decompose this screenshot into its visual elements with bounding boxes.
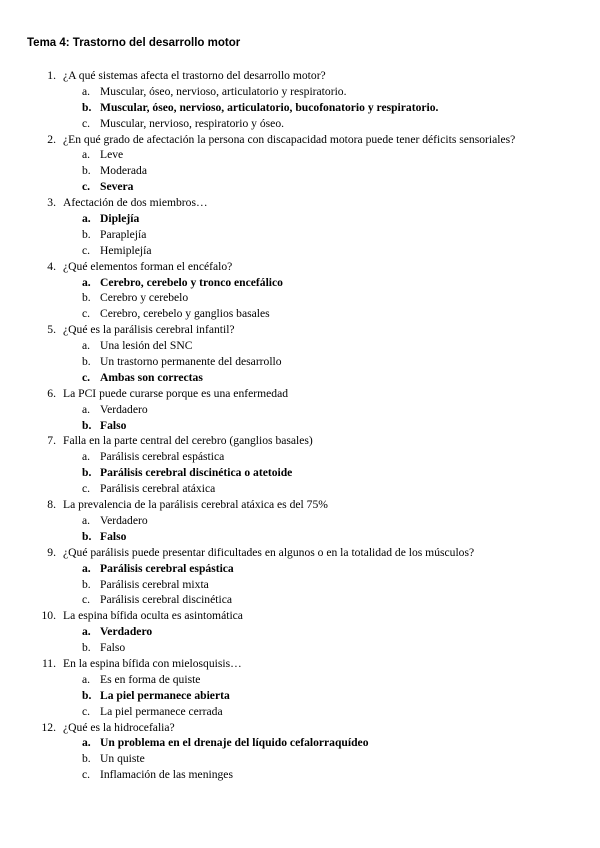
- answer-option-correct: [0, 275, 600, 291]
- option-letter: b.: [82, 227, 91, 241]
- option-text: Parálisis cerebral atáxica: [100, 482, 216, 496]
- question-text: ¿Qué elementos forman el encéfalo?: [63, 259, 233, 273]
- option-text: Parálisis cerebral discinética o atetoide: [100, 466, 293, 480]
- question-text: La PCI puede curarse porque es una enfermedad: [63, 386, 289, 400]
- option-letter: c.: [82, 307, 91, 321]
- option-text: Parálisis cerebral discinética: [100, 593, 232, 607]
- option-letter: c.: [82, 180, 91, 194]
- question-item: [0, 433, 600, 449]
- question-text: En la espina bífida con mielosquisis…: [63, 656, 242, 670]
- answer-option-correct: [0, 735, 600, 751]
- option-letter: a.: [82, 212, 91, 226]
- option-letter: a.: [82, 339, 91, 353]
- question-number: 4.: [47, 259, 56, 273]
- question-item: [0, 386, 600, 402]
- answer-option: [0, 163, 600, 179]
- answer-option: [0, 290, 600, 306]
- option-text: Un quiste: [100, 752, 145, 766]
- option-text: Verdadero: [100, 402, 148, 416]
- option-text: Muscular, nervioso, respiratorio y óseo.: [100, 116, 285, 130]
- option-letter: b.: [82, 418, 92, 432]
- option-letter: a.: [82, 672, 91, 686]
- question-item: [0, 68, 600, 84]
- option-letter: c.: [82, 768, 91, 782]
- answer-option: [0, 640, 600, 656]
- option-text: La piel permanece cerrada: [100, 704, 223, 718]
- answer-option-correct: [0, 688, 600, 704]
- option-text: Cerebro, cerebelo y tronco encefálico: [100, 275, 283, 289]
- option-letter: a.: [82, 148, 91, 162]
- question-text: La espina bífida oculta es asintomática: [63, 609, 243, 623]
- answer-option: [0, 751, 600, 767]
- question-number: 1.: [47, 69, 56, 82]
- option-letter: a.: [82, 275, 91, 289]
- option-letter: c.: [82, 116, 91, 130]
- option-letter: c.: [82, 370, 91, 384]
- option-letter: b.: [82, 688, 92, 702]
- option-text: Una lesión del SNC: [100, 339, 193, 353]
- answer-option: [0, 513, 600, 529]
- question-number: 11.: [41, 656, 56, 670]
- option-letter: b.: [82, 577, 91, 591]
- answer-option: [0, 449, 600, 465]
- option-letter: a.: [82, 736, 91, 750]
- answer-option: [0, 354, 600, 370]
- answer-option: [0, 402, 600, 418]
- option-text: Ambas son correctas: [100, 370, 203, 384]
- question-number: 3.: [47, 196, 56, 210]
- question-number: 9.: [47, 545, 56, 559]
- option-text: Falso: [100, 641, 126, 655]
- question-list: [0, 68, 600, 783]
- answer-option: [0, 84, 600, 100]
- option-text: Un problema en el drenaje del líquido cefalorraquídeo: [100, 736, 369, 750]
- answer-option: [0, 116, 600, 132]
- option-text: Leve: [100, 148, 124, 162]
- option-letter: c.: [82, 243, 91, 257]
- answer-option-correct: [0, 465, 600, 481]
- answer-option: [0, 227, 600, 243]
- option-text: Moderada: [100, 164, 147, 178]
- option-text: Es en forma de quiste: [100, 672, 201, 686]
- option-letter: a.: [82, 84, 91, 98]
- option-letter: b.: [82, 291, 91, 305]
- question-number: 12.: [41, 720, 56, 734]
- option-letter: c.: [82, 704, 91, 718]
- option-letter: b.: [82, 752, 91, 766]
- question-number: 10.: [41, 609, 56, 623]
- option-text: Cerebro, cerebelo y ganglios basales: [100, 307, 270, 321]
- option-text: Un trastorno permanente del desarrollo: [100, 355, 282, 369]
- option-text: Parálisis cerebral espástica: [100, 561, 234, 575]
- question-number: 2.: [47, 132, 56, 146]
- answer-option-correct: [0, 370, 600, 386]
- option-text: Muscular, óseo, nervioso, articulatorio, bucofonatorio y respiratorio.: [100, 100, 439, 114]
- question-item: [0, 322, 600, 338]
- question-text: ¿Qué parálisis puede presentar dificultades en algunos o en la totalidad de los músculos?: [63, 545, 475, 559]
- option-text: Hemiplejía: [100, 243, 152, 257]
- answer-option: [0, 592, 600, 608]
- question-item: [0, 720, 600, 736]
- option-letter: b.: [82, 355, 91, 369]
- option-letter: c.: [82, 482, 91, 496]
- answer-option-correct: [0, 624, 600, 640]
- page-title: Tema 4: Trastorno del desarrollo motor: [27, 37, 241, 49]
- option-text: Parálisis cerebral mixta: [100, 577, 209, 591]
- question-text: La prevalencia de la parálisis cerebral atáxica es del 75%: [63, 498, 328, 512]
- answer-option: [0, 306, 600, 322]
- option-text: Verdadero: [100, 625, 153, 639]
- option-text: Falso: [100, 418, 127, 432]
- question-item: [0, 259, 600, 275]
- question-item: [0, 545, 600, 561]
- option-letter: a.: [82, 450, 91, 464]
- question-text: Afectación de dos miembros…: [63, 196, 208, 210]
- option-letter: a.: [82, 513, 91, 527]
- option-text: Parálisis cerebral espástica: [100, 450, 225, 464]
- option-letter: b.: [82, 466, 92, 480]
- option-letter: b.: [82, 641, 91, 655]
- question-number: 5.: [47, 323, 56, 337]
- option-letter: b.: [82, 164, 91, 178]
- option-text: Muscular, óseo, nervioso, articulatorio y respiratorio.: [100, 84, 347, 98]
- option-text: Severa: [100, 180, 134, 194]
- answer-option: [0, 481, 600, 497]
- question-text: ¿En qué grado de afectación la persona con discapacidad motora puede tener déficits sensoriales?: [63, 132, 516, 146]
- option-text: Falso: [100, 529, 127, 543]
- answer-option: [0, 243, 600, 259]
- option-letter: a.: [82, 625, 91, 639]
- question-number: 8.: [47, 498, 56, 512]
- answer-option: [0, 338, 600, 354]
- question-number: 6.: [47, 386, 56, 400]
- question-item: [0, 656, 600, 672]
- answer-option: [0, 672, 600, 688]
- option-text: La piel permanece abierta: [100, 688, 230, 702]
- question-text: ¿Qué es la parálisis cerebral infantil?: [63, 323, 235, 337]
- answer-option: [0, 577, 600, 593]
- option-letter: b.: [82, 100, 92, 114]
- question-text: ¿A qué sistemas afecta el trastorno del desarrollo motor?: [63, 69, 326, 82]
- option-text: Verdadero: [100, 513, 148, 527]
- option-text: Inflamación de las meninges: [100, 768, 233, 782]
- option-text: Cerebro y cerebelo: [100, 291, 189, 305]
- question-number: 7.: [47, 434, 56, 448]
- question-text: ¿Qué es la hidrocefalia?: [63, 720, 175, 734]
- question-item: [0, 132, 600, 148]
- answer-option-correct: [0, 211, 600, 227]
- answer-option-correct: [0, 179, 600, 195]
- question-item: [0, 195, 600, 211]
- answer-option: [0, 704, 600, 720]
- option-letter: c.: [82, 593, 91, 607]
- option-text: Diplejía: [100, 212, 140, 226]
- answer-option-correct: [0, 561, 600, 577]
- option-letter: a.: [82, 561, 91, 575]
- answer-option: [0, 147, 600, 163]
- question-item: [0, 497, 600, 513]
- question-item: [0, 608, 600, 624]
- answer-option-correct: [0, 418, 600, 434]
- option-letter: b.: [82, 529, 92, 543]
- answer-option: [0, 767, 600, 783]
- option-text: Paraplejía: [100, 227, 147, 241]
- question-text: Falla en la parte central del cerebro (ganglios basales): [63, 434, 313, 448]
- answer-option-correct: [0, 100, 600, 116]
- option-letter: a.: [82, 402, 91, 416]
- answer-option-correct: [0, 529, 600, 545]
